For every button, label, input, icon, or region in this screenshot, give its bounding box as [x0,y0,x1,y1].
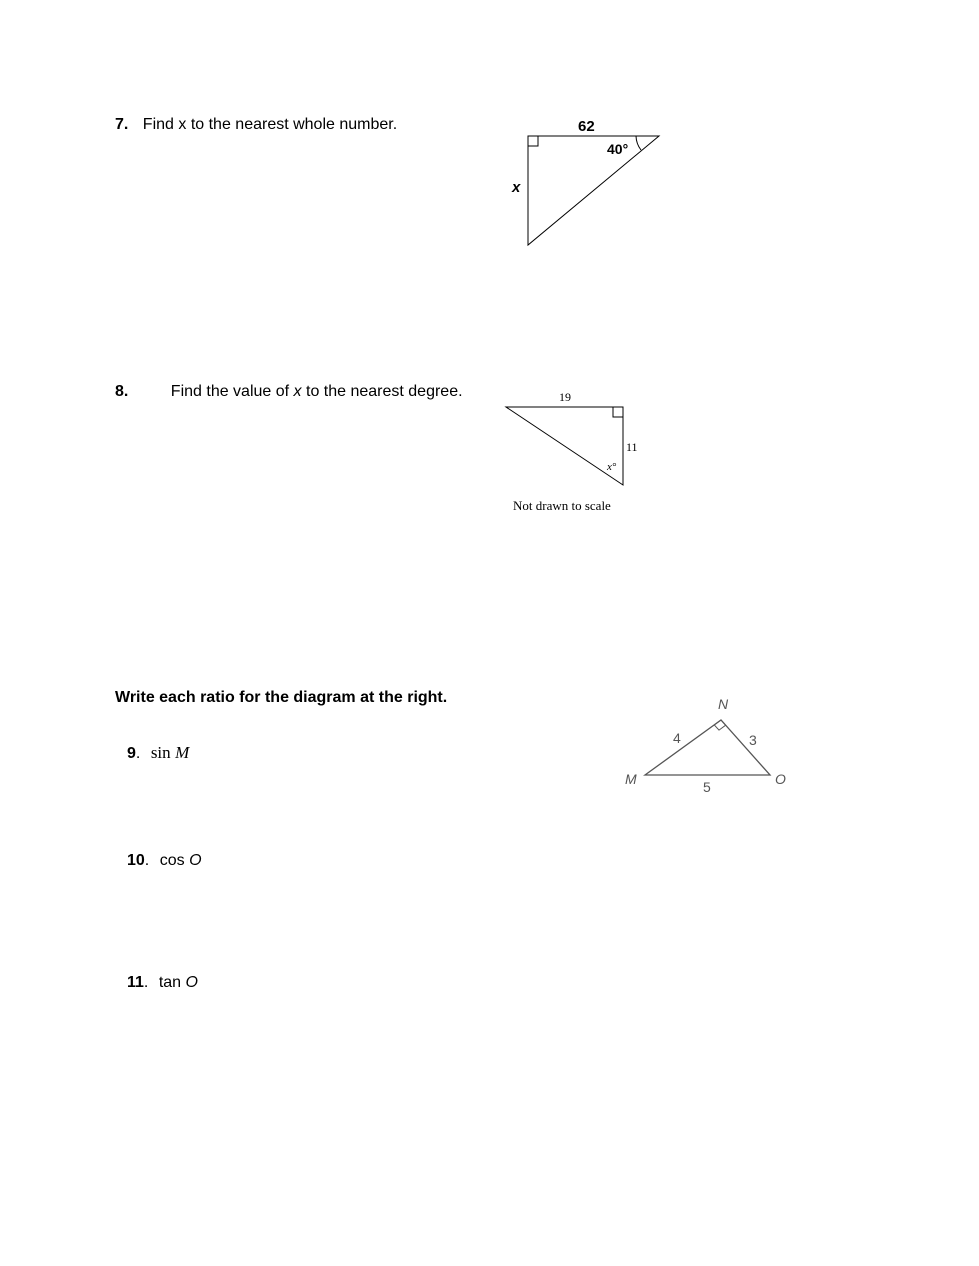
question-text [171,383,463,400]
question-7 [115,116,397,134]
side-no-label: 3 [749,732,757,748]
period: . [135,745,141,762]
mno-triangle-figure [615,690,800,800]
text-after: to the nearest degree. [301,383,463,400]
vertex-n-label: N [718,696,729,712]
side-mo-label: 5 [703,779,711,795]
top-side-label: 62 [578,118,595,135]
angle-variable: O [189,852,202,869]
trig-function: cos [159,852,185,869]
vertex-o-label: O [775,771,786,787]
vertex-m-label: M [625,771,637,787]
angle-variable: O [185,974,198,991]
not-to-scale-note: Not drawn to scale [513,498,611,513]
section-heading: Write each ratio for the diagram at the right. [115,689,448,706]
triangle [528,136,659,245]
angle-arc [636,136,641,150]
q7-triangle-figure [500,110,670,255]
item-number: 10 [127,852,145,869]
angle-label: 40° [607,141,629,157]
right-side-label: 11 [626,440,638,454]
trig-function: tan [158,974,182,991]
right-angle-marker [613,407,623,417]
q8-triangle-figure [500,385,650,520]
right-angle-marker [528,136,538,146]
side-mn-label: 4 [673,730,681,746]
ratio-item-10 [127,852,202,870]
item-number: 9 [127,745,136,762]
period: . [144,852,150,869]
period: . [143,974,149,991]
text-before: Find the value of [170,383,294,400]
angle-variable: M [175,743,190,762]
top-side-label: 19 [559,390,571,404]
variable-x: x [293,383,302,400]
trig-function: sin [150,743,171,762]
question-number: 7. [115,116,129,133]
triangle [506,407,623,485]
question-text: Find x to the nearest whole number. [142,116,398,133]
side-x-label: x [512,179,521,196]
ratio-item-9 [127,743,189,763]
question-number: 8. [115,383,129,400]
ratio-item-11 [127,974,198,992]
angle-label: x° [607,461,617,473]
item-number: 11 [127,974,144,991]
question-8 [115,383,463,401]
